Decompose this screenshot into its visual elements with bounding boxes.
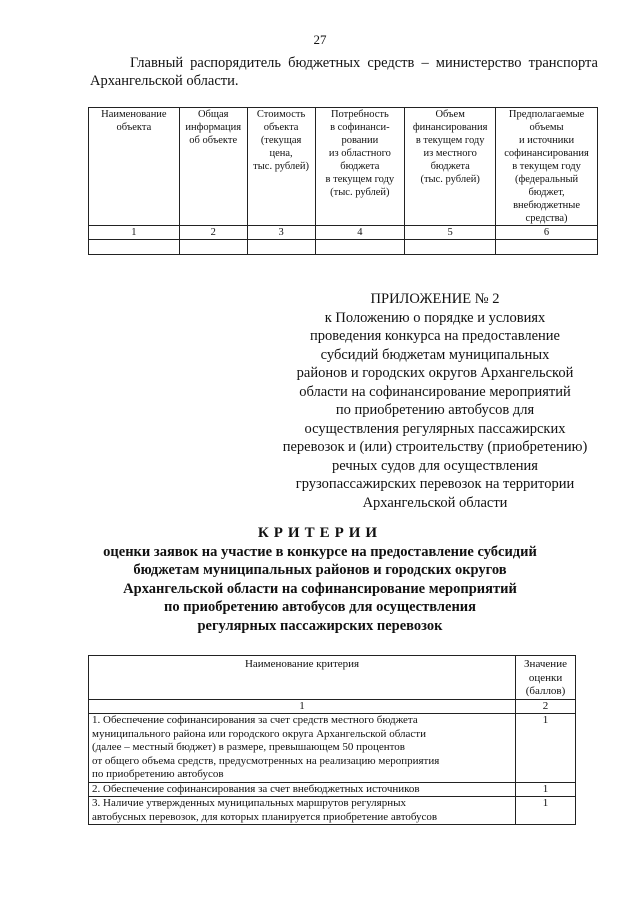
- criterion-text: 1. Обеспечение софинансирования за счет средств местного бюджета муниципального района или городского округа Архангельской области (далее – местный бюджет) в размере, превышающем 50 процентов от общего объема средств, предусмотренных на реализацию мероприятия по приобретению автобусов: [89, 714, 516, 783]
- column-number: 2: [179, 226, 247, 240]
- empty-cell: [405, 240, 496, 255]
- criterion-score: 1: [516, 714, 576, 783]
- table-header-row: [89, 656, 576, 700]
- criterion-score: 1: [516, 797, 576, 825]
- appendix-line: субсидий бюджетам муниципальных: [320, 346, 550, 363]
- criteria-subtitle-line: оценки заявок на участие в конкурсе на предоставление субсидий: [103, 543, 537, 560]
- header-general-info: Общая информация об объекте: [179, 108, 247, 226]
- appendix-title: ПРИЛОЖЕНИЕ № 2: [370, 291, 500, 307]
- column-number-row: [89, 226, 598, 240]
- intro-line: Архангельской области.: [90, 73, 239, 89]
- column-number: 1: [89, 226, 180, 240]
- appendix-line: проведения конкурса на предоставление: [310, 328, 560, 344]
- column-number: 5: [405, 226, 496, 240]
- appendix-line: Архангельской области: [362, 494, 508, 511]
- criteria-title-block: [60, 524, 580, 635]
- table-row: [89, 797, 576, 825]
- criterion-text: 2. Обеспечение софинансирования за счет внебюджетных источников: [89, 782, 516, 797]
- header-regional-need: Потребность в софинанси- ровании из областного бюджета в текущем году (тыс. рублей): [315, 108, 405, 226]
- appendix-line: области на софинансирование мероприятий: [299, 383, 571, 400]
- appendix-line: грузопассажирских перевозок на территории: [295, 476, 575, 492]
- column-number: 1: [89, 699, 516, 714]
- header-local-funding: Объем финансирования в текущем году из местного бюджета (тыс. рублей): [405, 108, 496, 226]
- criteria-subtitle-line: регулярных пассажирских перевозок: [197, 617, 443, 634]
- table-header-row: [89, 108, 598, 226]
- column-number: 6: [496, 226, 598, 240]
- column-number-row: [89, 699, 576, 714]
- header-score-value: Значение оценки (баллов): [516, 656, 576, 700]
- header-criterion-name: Наименование критерия: [89, 656, 516, 700]
- table-row: [89, 782, 576, 797]
- empty-cell: [315, 240, 405, 255]
- page-number: 27: [313, 32, 327, 47]
- criterion-score: 1: [516, 782, 576, 797]
- intro-line: Главный распорядитель бюджетных средств – министерство транспорта: [130, 55, 598, 71]
- header-object-name: Наименование объекта: [89, 108, 180, 226]
- table-row: [89, 714, 576, 783]
- appendix-line: к Положению о порядке и условиях: [324, 309, 546, 326]
- empty-cell: [89, 240, 180, 255]
- empty-data-row: [89, 240, 598, 255]
- appendix-line: речных судов для осуществления: [332, 457, 538, 474]
- column-number: 3: [247, 226, 315, 240]
- empty-cell: [179, 240, 247, 255]
- appendix-block: [270, 290, 600, 512]
- header-expected-sources: Предполагаемые объемы и источники софинансирования в текущем году (федеральный бюджет, внебюджетные средства): [496, 108, 598, 226]
- criteria-subtitle-line: по приобретению автобусов для осуществления: [163, 599, 477, 615]
- intro-paragraph: [90, 54, 598, 90]
- appendix-line: по приобретению автобусов для: [335, 402, 535, 418]
- appendix-line: осуществления регулярных пассажирских: [304, 420, 566, 437]
- criteria-heading: КРИТЕРИИ: [257, 525, 383, 541]
- header-object-cost: Стоимость объекта (текущая цена, тыс. рублей): [247, 108, 315, 226]
- criteria-subtitle-line: Архангельской области на софинансирование мероприятий: [123, 580, 517, 597]
- column-number: 2: [516, 699, 576, 714]
- appendix-line: районов и городских округов Архангельской: [296, 365, 574, 381]
- empty-cell: [496, 240, 598, 255]
- criteria-subtitle-line: бюджетам муниципальных районов и городских округов: [133, 562, 507, 578]
- column-number: 4: [315, 226, 405, 240]
- appendix-line: перевозок и (или) строительству (приобретению): [282, 439, 588, 455]
- empty-cell: [247, 240, 315, 255]
- object-info-table: [88, 107, 598, 255]
- criteria-table: [88, 655, 576, 825]
- criterion-text: 3. Наличие утвержденных муниципальных маршрутов регулярных автобусных перевозок, для которых планируется приобретение автобусов: [89, 797, 516, 825]
